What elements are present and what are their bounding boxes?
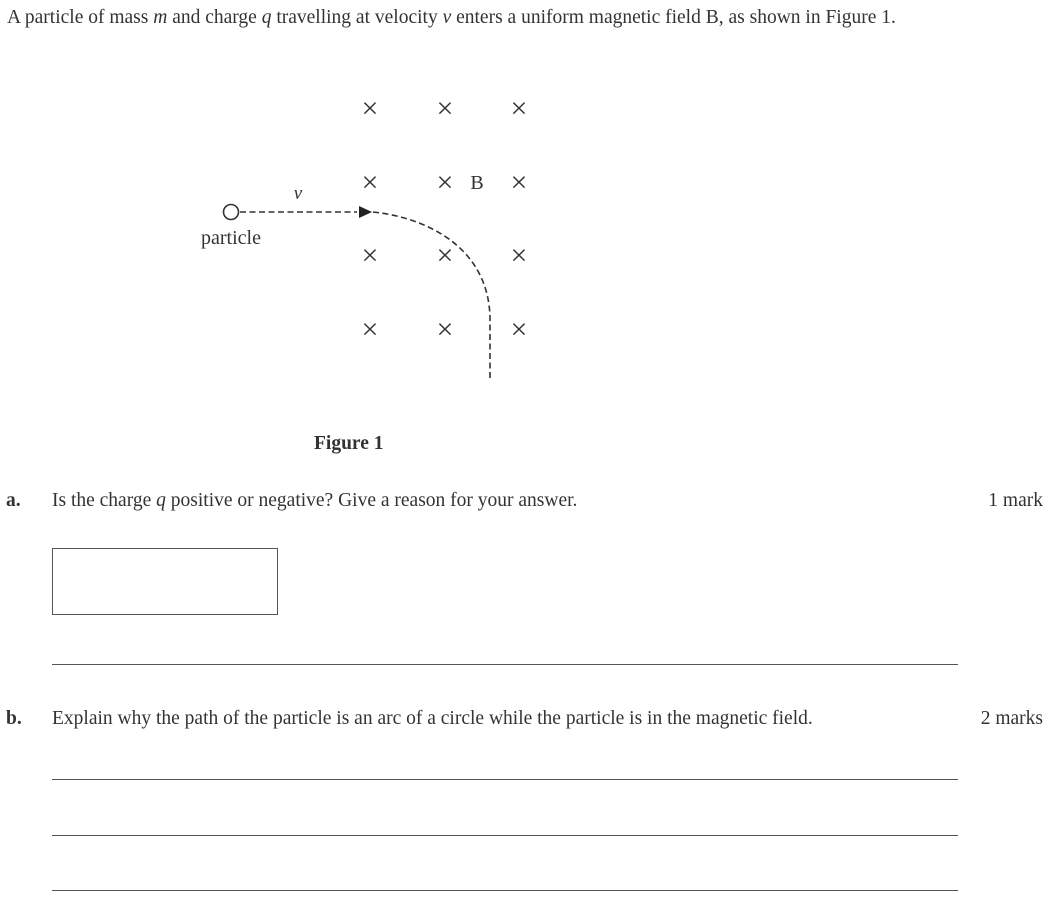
field-cross: × bbox=[361, 166, 379, 199]
field-cross: × bbox=[361, 239, 379, 272]
field-cross: × bbox=[436, 239, 454, 272]
question-b-text: Explain why the path of the particle is an arc of a circle while the particle is in the magnetic field. bbox=[52, 708, 813, 729]
answer-box-a[interactable] bbox=[52, 548, 278, 615]
field-cross: × bbox=[510, 313, 528, 346]
velocity-label: v bbox=[293, 183, 303, 204]
answer-line-a[interactable] bbox=[52, 664, 958, 665]
intro-text-2: and charge bbox=[167, 7, 262, 28]
question-a-text bbox=[52, 490, 577, 512]
question-a-text-2: positive or negative? Give a reason for your answer. bbox=[165, 490, 578, 511]
question-b-letter: b. bbox=[6, 708, 22, 729]
field-cross: × bbox=[361, 92, 379, 125]
intro-text-1: A particle of mass bbox=[7, 7, 154, 28]
particle-label: particle bbox=[201, 227, 261, 249]
mass-symbol: m bbox=[153, 7, 168, 28]
field-label: B bbox=[470, 172, 484, 194]
particle-icon bbox=[224, 205, 239, 220]
answer-line-b1[interactable] bbox=[52, 779, 958, 780]
field-cross: × bbox=[436, 92, 454, 125]
arrowhead-icon bbox=[359, 206, 372, 218]
answer-line-b3[interactable] bbox=[52, 890, 958, 891]
curved-path bbox=[373, 212, 490, 378]
field-cross: × bbox=[361, 313, 379, 346]
answer-line-b2[interactable] bbox=[52, 835, 958, 836]
charge-symbol: q bbox=[261, 7, 272, 28]
intro-text-3: travelling at velocity bbox=[271, 7, 443, 28]
question-a-marks: 1 mark bbox=[988, 490, 1043, 511]
question-a-charge-symbol: q bbox=[156, 490, 166, 511]
velocity-symbol: v bbox=[442, 7, 452, 28]
question-b-marks: 2 marks bbox=[980, 708, 1043, 729]
field-cross: × bbox=[436, 166, 454, 199]
field-cross: × bbox=[510, 92, 528, 125]
intro-text-4: enters a uniform magnetic field B, as shown in Figure 1. bbox=[451, 7, 896, 28]
field-crosses bbox=[362, 92, 528, 346]
question-a-text-1: Is the charge bbox=[52, 490, 157, 511]
question-a-letter: a. bbox=[6, 490, 21, 511]
field-cross: × bbox=[510, 239, 528, 272]
figure-caption: Figure 1 bbox=[314, 433, 384, 454]
field-cross: × bbox=[436, 313, 454, 346]
field-cross: × bbox=[510, 166, 528, 199]
